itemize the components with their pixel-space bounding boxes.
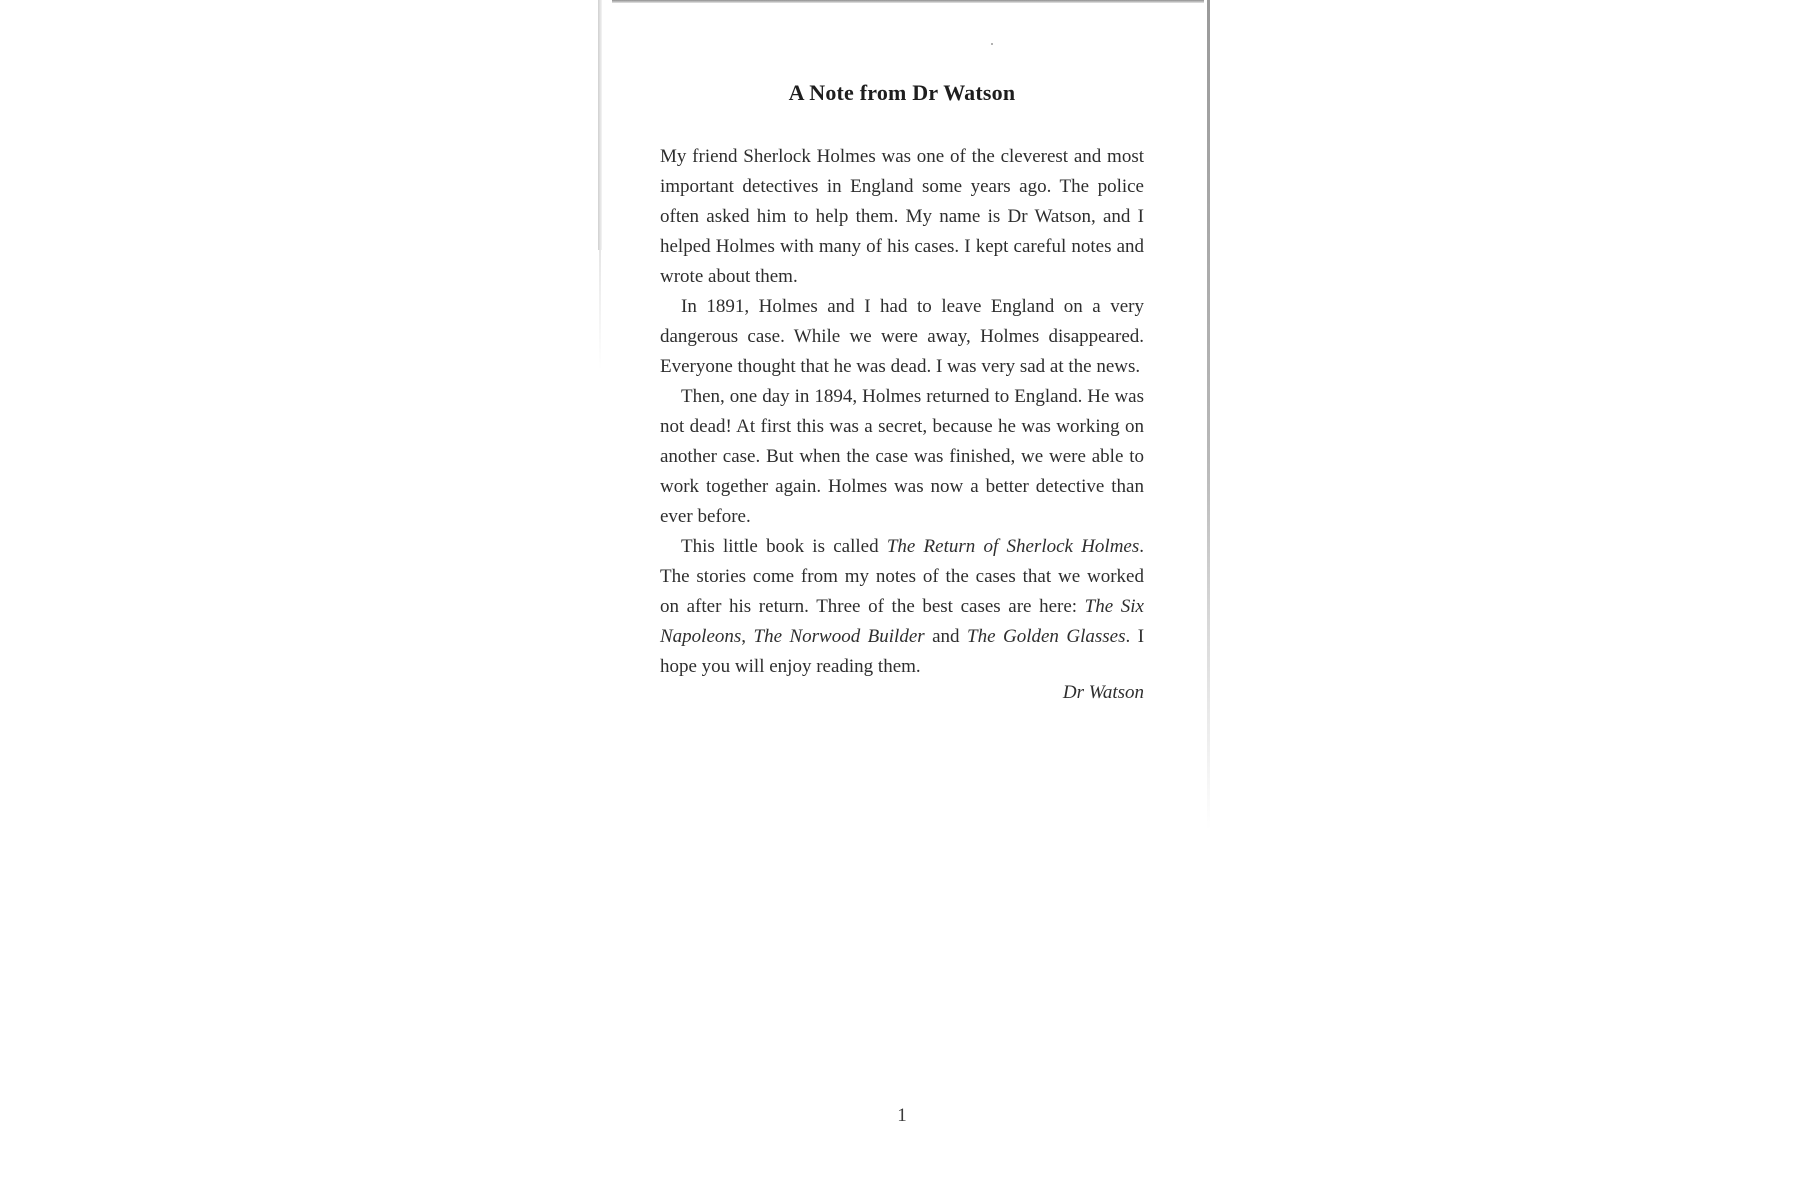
paragraph-4-run-9: . I hope you will enjoy reading them. — [660, 626, 1145, 677]
paragraph-4-run-1: This little book is called — [681, 536, 887, 557]
page-left-edge-fade — [599, 250, 601, 370]
paragraph-1 — [660, 142, 1144, 292]
paragraph-3-run-1: Then, one day in 1894, Holmes returned to England. He was not dead! At first this was a secret, because he was working on another case. But when the case was finished, we were able to work together again. Holmes was now a better detective than ever before. — [660, 386, 1144, 527]
page-top-edge-shadow — [612, 0, 1204, 3]
paragraph-4-run-3: . The stories come from my notes of the cases that we worked on after his return. Three of the best cases are here: — [660, 536, 1145, 617]
page-left-edge-shadow — [598, 0, 602, 250]
paragraph-4-run-5: , — [741, 626, 754, 647]
paragraph-2-run-1: In 1891, Holmes and I had to leave England on a very dangerous case. While we were away, Holmes disappeared. Everyone thought that he was dead. I was very sad at the news. — [660, 296, 1144, 377]
book-title-return-of-sherlock-holmes: The Return of Sherlock Holmes — [886, 536, 1140, 557]
signature: Dr Watson — [1062, 682, 1144, 703]
story-title-norwood-builder: The Norwood Builder — [753, 626, 925, 647]
paragraph-4 — [660, 532, 1144, 682]
paragraph-1-run-1: My friend Sherlock Holmes was one of the cleverest and most important detectives in England some years ago. The police often asked him to help them. My name is Dr Watson, and I helped Holmes with many of his cases. I kept careful notes and wrote about them. — [660, 146, 1144, 287]
page-number: 1 — [897, 1105, 907, 1126]
body-text — [660, 142, 1144, 682]
story-title-golden-glasses: The Golden Glasses — [967, 626, 1126, 647]
paragraph-2 — [660, 292, 1144, 382]
page-title: A Note from Dr Watson — [788, 80, 1016, 105]
paragraph-3 — [660, 382, 1144, 532]
scan-speck — [991, 43, 993, 45]
page-right-edge-shadow — [1207, 0, 1210, 830]
story-title-six-napoleons: The Six Napoleons — [660, 596, 1144, 647]
paragraph-4-run-7: and — [924, 626, 968, 647]
